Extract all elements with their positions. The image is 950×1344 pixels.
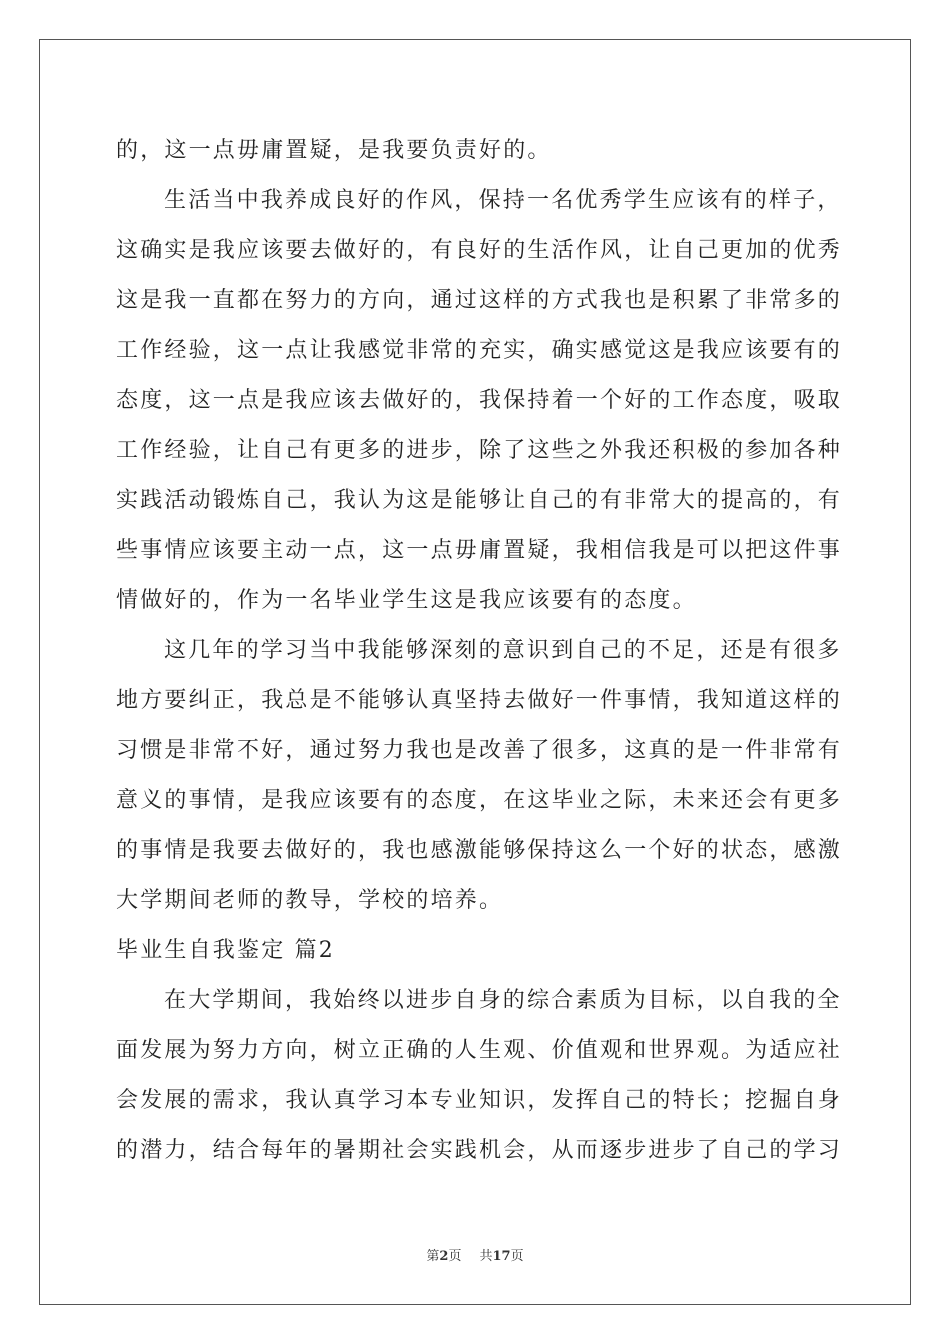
text-line: 习惯是非常不好，通过努力我也是改善了很多，这真的是一件非常有 bbox=[116, 738, 843, 763]
text-line: 工作经验，这一点让我感觉非常的充实，确实感觉这是我应该要有的 bbox=[116, 338, 843, 363]
text-line: 面发展为努力方向，树立正确的人生观、价值观和世界观。为适应社 bbox=[116, 1038, 843, 1063]
paragraph-start: 生活当中我养成良好的作风，保持一名优秀学生应该有的样子， bbox=[164, 188, 842, 213]
text-line: 地方要纠正，我总是不能够认真坚持去做好一件事情，我知道这样的 bbox=[116, 688, 843, 713]
text-line: 意义的事情，是我应该要有的态度，在这毕业之际，未来还会有更多 bbox=[116, 788, 843, 813]
text-line: 些事情应该要主动一点，这一点毋庸置疑，我相信我是可以把这件事 bbox=[116, 538, 843, 563]
total-pages: 17 bbox=[492, 1249, 511, 1264]
paragraph-start: 这几年的学习当中我能够深刻的意识到自己的不足，还是有很多 bbox=[164, 638, 842, 663]
text-line: 这是我一直都在努力的方向，通过这样的方式我也是积累了非常多的 bbox=[116, 288, 843, 313]
paragraph-start: 在大学期间，我始终以进步自身的综合素质为目标，以自我的全 bbox=[164, 988, 842, 1013]
text-line: 实践活动锻炼自己，我认为这是能够让自己的有非常大的提高的，有 bbox=[116, 488, 843, 513]
section-heading: 毕业生自我鉴定 篇2 bbox=[116, 938, 335, 963]
text-line: 的事情是我要去做好的，我也感激能够保持这么一个好的状态，感激 bbox=[116, 838, 843, 863]
total-prefix: 共 bbox=[479, 1249, 493, 1264]
total-suffix: 页 bbox=[510, 1249, 524, 1264]
page-prefix: 第 bbox=[426, 1249, 440, 1264]
text-line: 情做好的，作为一名毕业学生这是我应该要有的态度。 bbox=[116, 588, 697, 613]
text-line: 大学期间老师的教导，学校的培养。 bbox=[116, 888, 504, 913]
page-number: 2 bbox=[439, 1249, 449, 1264]
page-suffix: 页 bbox=[448, 1249, 462, 1264]
text-line: 的潜力，结合每年的暑期社会实践机会，从而逐步进步了自己的学习 bbox=[116, 1138, 843, 1163]
text-line: 工作经验，让自己有更多的进步，除了这些之外我还积极的参加各种 bbox=[116, 438, 843, 463]
page-footer bbox=[0, 1245, 950, 1264]
text-line: 态度，这一点是我应该去做好的，我保持着一个好的工作态度，吸取 bbox=[116, 388, 843, 413]
text-line: 这确实是我应该要去做好的，有良好的生活作风，让自己更加的优秀 bbox=[116, 238, 843, 263]
text-line: 的，这一点毋庸置疑，是我要负责好的。 bbox=[116, 138, 552, 163]
text-line: 会发展的需求，我认真学习本专业知识，发挥自己的特长；挖掘自身 bbox=[116, 1088, 843, 1113]
